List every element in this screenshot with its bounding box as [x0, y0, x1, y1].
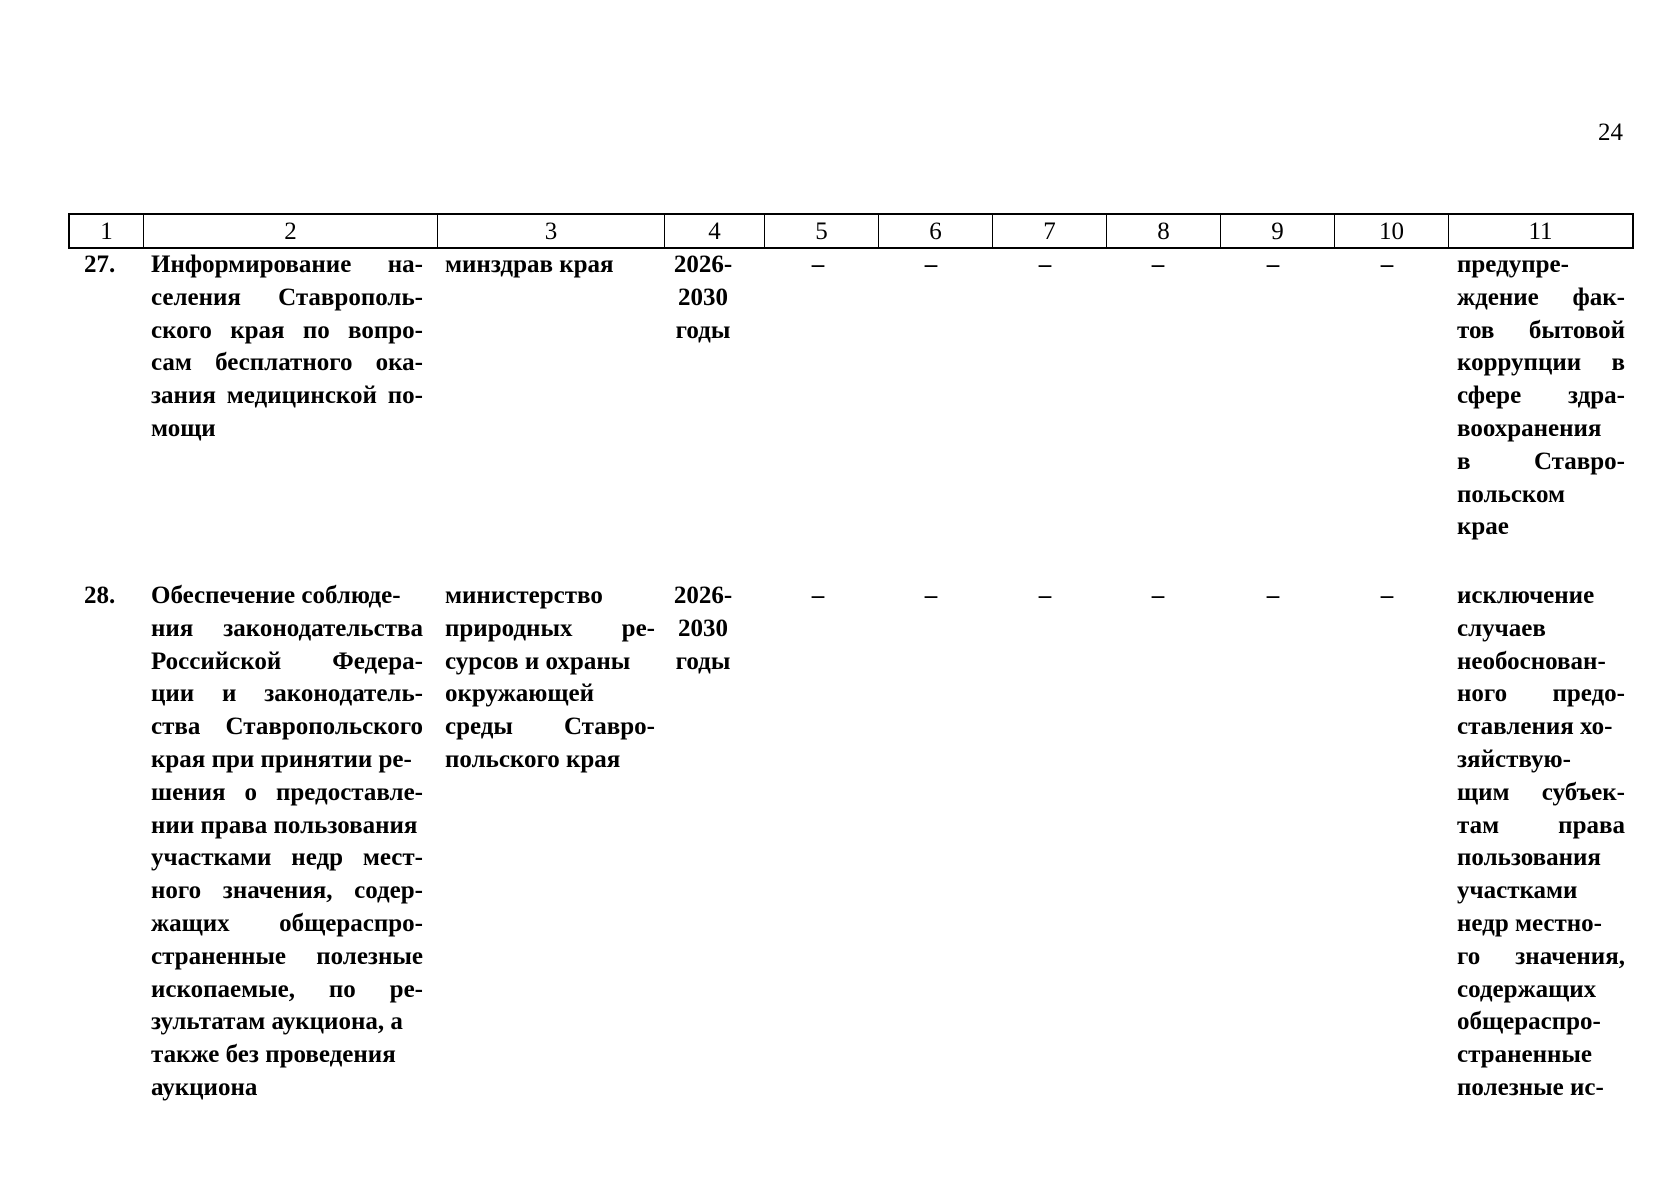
- executor-line: среды Ставро-: [445, 713, 655, 741]
- executor: [445, 580, 655, 777]
- measure-name-line: края при принятии ре-: [151, 745, 412, 773]
- row-number: 27.: [84, 251, 116, 278]
- result-line: в Ставро-: [1457, 447, 1625, 475]
- header-cell-11: 11: [1448, 215, 1632, 247]
- measure-name-line: шения о предоставле-: [151, 778, 423, 806]
- period-line: 2030: [678, 614, 728, 642]
- measure-name-line: ния законодательства: [151, 614, 423, 642]
- measure-name-line: Российской Федера-: [151, 647, 423, 675]
- result-line: там права: [1457, 811, 1625, 839]
- result-line: предупре-: [1457, 251, 1569, 278]
- cell-col-10: –: [1380, 582, 1394, 609]
- measure-name-line: ного значения, содер-: [151, 877, 423, 905]
- measure-name-line: ции и законодатель-: [151, 680, 423, 708]
- result-line: содержащих: [1457, 975, 1597, 1003]
- cell-col-7: –: [1038, 251, 1052, 278]
- measure-name-line: аукциона: [151, 1073, 258, 1101]
- result-line: общераспро-: [1457, 1008, 1601, 1036]
- expected-result: [1457, 249, 1625, 544]
- result-line: ждение фак-: [1457, 283, 1625, 311]
- result-line: воохранения: [1457, 414, 1602, 442]
- executor-line: сурсов и охраны: [445, 647, 631, 675]
- cell-col-6: –: [924, 251, 938, 278]
- period-line: 2026-: [673, 251, 733, 278]
- cell-col-5: –: [811, 251, 825, 278]
- header-cell-4: 4: [664, 215, 764, 247]
- page-number: 24: [1598, 119, 1623, 146]
- cell-col-9: –: [1266, 251, 1280, 278]
- header-cell-5: 5: [764, 215, 878, 247]
- header-cell-9: 9: [1220, 215, 1334, 247]
- result-line: сфере здра-: [1457, 382, 1625, 410]
- cell-col-7: –: [1038, 582, 1052, 609]
- cell-col-10: –: [1380, 251, 1394, 278]
- executor-line: министерство: [445, 582, 603, 609]
- cell-col-6: –: [924, 582, 938, 609]
- period-line: 2030: [678, 283, 728, 311]
- measure-name-line: Обеспечение соблюде-: [151, 582, 401, 609]
- result-line: го значения,: [1457, 942, 1625, 970]
- measure-name-line: также без проведения: [151, 1041, 396, 1069]
- cell-col-5: –: [811, 582, 825, 609]
- period-line: годы: [675, 316, 731, 344]
- executor: [445, 249, 655, 282]
- row-number: 28.: [84, 582, 116, 609]
- period: [668, 580, 738, 678]
- measure-name-line: зания медицинской по-: [151, 382, 423, 410]
- expected-result: [1457, 580, 1625, 1105]
- header-cell-1: 1: [100, 217, 113, 245]
- result-line: крае: [1457, 513, 1509, 541]
- result-line: зяйствую-: [1457, 745, 1571, 773]
- measure-name: [151, 580, 423, 1105]
- measure-name-line: ископаемые, по ре-: [151, 975, 423, 1003]
- result-line: полезные ис-: [1457, 1073, 1604, 1101]
- measure-name-line: селения Ставрополь-: [151, 283, 423, 311]
- header-cell-10: 10: [1334, 215, 1448, 247]
- result-line: польском: [1457, 480, 1566, 508]
- header-cell-2: 2: [143, 215, 437, 247]
- cell-col-8: –: [1151, 251, 1165, 278]
- measure-name-line: ства Ставропольского: [151, 713, 423, 741]
- executor-line: минздрав края: [445, 251, 614, 278]
- measure-name-line: участками недр мест-: [151, 844, 423, 872]
- header-cell-6: 6: [878, 215, 992, 247]
- measure-name-line: ского края по вопро-: [151, 316, 423, 344]
- period-line: годы: [675, 647, 731, 675]
- result-line: ного предо-: [1457, 680, 1625, 708]
- header-cell-7: 7: [992, 215, 1106, 247]
- result-line: необоснован-: [1457, 647, 1606, 675]
- executor-line: природных ре-: [445, 614, 655, 642]
- result-line: щим субъек-: [1457, 778, 1625, 806]
- header-cell-3: 3: [437, 215, 664, 247]
- cell-col-9: –: [1266, 582, 1280, 609]
- period-line: 2026-: [673, 582, 733, 609]
- cell-col-8: –: [1151, 582, 1165, 609]
- measure-name-line: сам бесплатного ока-: [151, 349, 423, 377]
- measure-name-line: Информирование на-: [151, 251, 423, 278]
- header-cell-8: 8: [1106, 215, 1220, 247]
- result-line: страненные: [1457, 1041, 1593, 1069]
- result-line: тов бытовой: [1457, 316, 1625, 344]
- executor-line: польского края: [445, 745, 621, 773]
- measure-name-line: страненные полезные: [151, 942, 423, 970]
- result-line: коррупции в: [1457, 349, 1625, 377]
- period: [668, 249, 738, 347]
- measure-name: [151, 249, 423, 446]
- measure-name-line: нии права пользования: [151, 811, 418, 839]
- result-line: пользования: [1457, 844, 1601, 872]
- executor-line: окружающей: [445, 680, 594, 708]
- result-line: исключение: [1457, 582, 1595, 609]
- result-line: ставления хо-: [1457, 713, 1613, 741]
- result-line: недр местно-: [1457, 909, 1603, 937]
- result-line: участками: [1457, 877, 1578, 905]
- measure-name-line: жащих общераспро-: [151, 909, 423, 937]
- table-header-row: [68, 213, 1634, 249]
- measure-name-line: мощи: [151, 414, 216, 442]
- result-line: случаев: [1457, 614, 1546, 642]
- measure-name-line: зультатам аукциона, а: [151, 1008, 403, 1036]
